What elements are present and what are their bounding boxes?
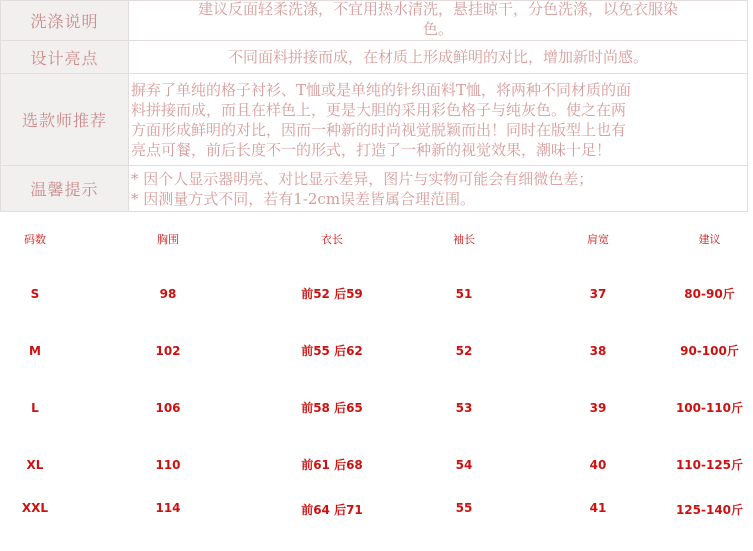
size-row [0,322,753,379]
size-cell: 54 [455,457,473,472]
info-line: 摒弃了单纯的格子衬衫、T恤或是单纯的针织面料T恤，将两种不同材质的面 [131,80,632,99]
size-cell: 90-100斤 [680,344,739,358]
size-cell: 41 [589,501,607,515]
size-cell: XL [26,457,44,472]
info-label: 选款师推荐 [1,74,129,166]
size-cell: 102 [155,343,181,358]
product-info-table [0,0,748,212]
info-line: 亮点可餐，前后长度不一的形式，打造了一种新的视觉效果，潮味十足！ [131,140,612,159]
size-cell: 125-140斤 [675,503,744,517]
size-header-cell: 袖长 [453,233,475,246]
size-cell: 98 [159,286,177,301]
info-line: 色。 [422,19,453,38]
size-row [0,379,753,436]
info-line: * 因个人显示器明亮、对比显示差异，图片与实物可能会有细微色差； [131,169,594,188]
size-chart-table [0,213,753,551]
info-line: 不同面料拼接而成，在材质上形成鲜明的对比，增加新时尚感。 [227,48,648,66]
size-cell: 53 [455,400,473,415]
info-content [129,166,748,212]
size-cell: 100-110斤 [675,401,744,415]
info-content [129,41,748,74]
size-cell: 39 [589,400,607,415]
size-cell: 40 [589,457,607,472]
info-line: 建议反面轻柔洗涤，不宜用热水清洗，悬挂晾干，分色洗涤，以免衣服染 [197,0,678,18]
info-label: 洗涤说明 [1,1,129,41]
info-line: 料拼接而成，而且在样色上，更是大胆的采用彩色格子与纯灰色。使之在两 [131,100,627,119]
size-cell: 前52 后59 [301,287,363,301]
size-cell: XXL [21,501,49,515]
info-label: 设计亮点 [1,41,129,74]
size-header-row [0,213,753,265]
size-cell: 55 [455,501,473,515]
size-cell: 80-90斤 [684,287,735,301]
size-cell: 前58 后65 [301,401,363,415]
size-cell: L [31,400,39,415]
size-cell: 37 [589,286,607,301]
info-row-design [1,41,748,74]
info-label: 温馨提示 [1,166,129,212]
size-cell: 前55 后62 [301,344,363,358]
size-cell: 前64 后71 [301,503,363,517]
info-content [129,74,748,166]
size-row [0,436,753,493]
size-cell: 38 [589,343,607,358]
size-row [0,265,753,322]
info-content [129,1,748,41]
size-cell: 114 [155,501,181,515]
size-header-cell: 码数 [24,233,46,246]
size-cell: 51 [455,286,473,301]
size-row [0,493,753,551]
info-line: * 因测量方式不同，若有1-2cm误差皆属合理范围。 [131,189,476,208]
info-row-recommend [1,74,748,166]
size-header-cell: 衣长 [321,233,343,246]
size-cell: S [30,286,40,301]
size-header-cell: 肩宽 [587,233,609,246]
size-header-cell: 胸围 [157,233,179,246]
info-line: 方面形成鲜明的对比，因而一种新的时尚视觉脱颖而出！同时在版型上也有 [131,120,627,139]
info-row-washing [1,1,748,41]
size-cell: 110-125斤 [675,458,744,472]
size-cell: 52 [455,343,473,358]
size-cell: 110 [155,457,181,472]
size-cell: M [29,343,41,358]
size-header-cell: 建议 [698,233,721,246]
size-cell: 前61 后68 [301,458,363,472]
size-cell: 106 [155,400,181,415]
info-row-notice [1,166,748,212]
